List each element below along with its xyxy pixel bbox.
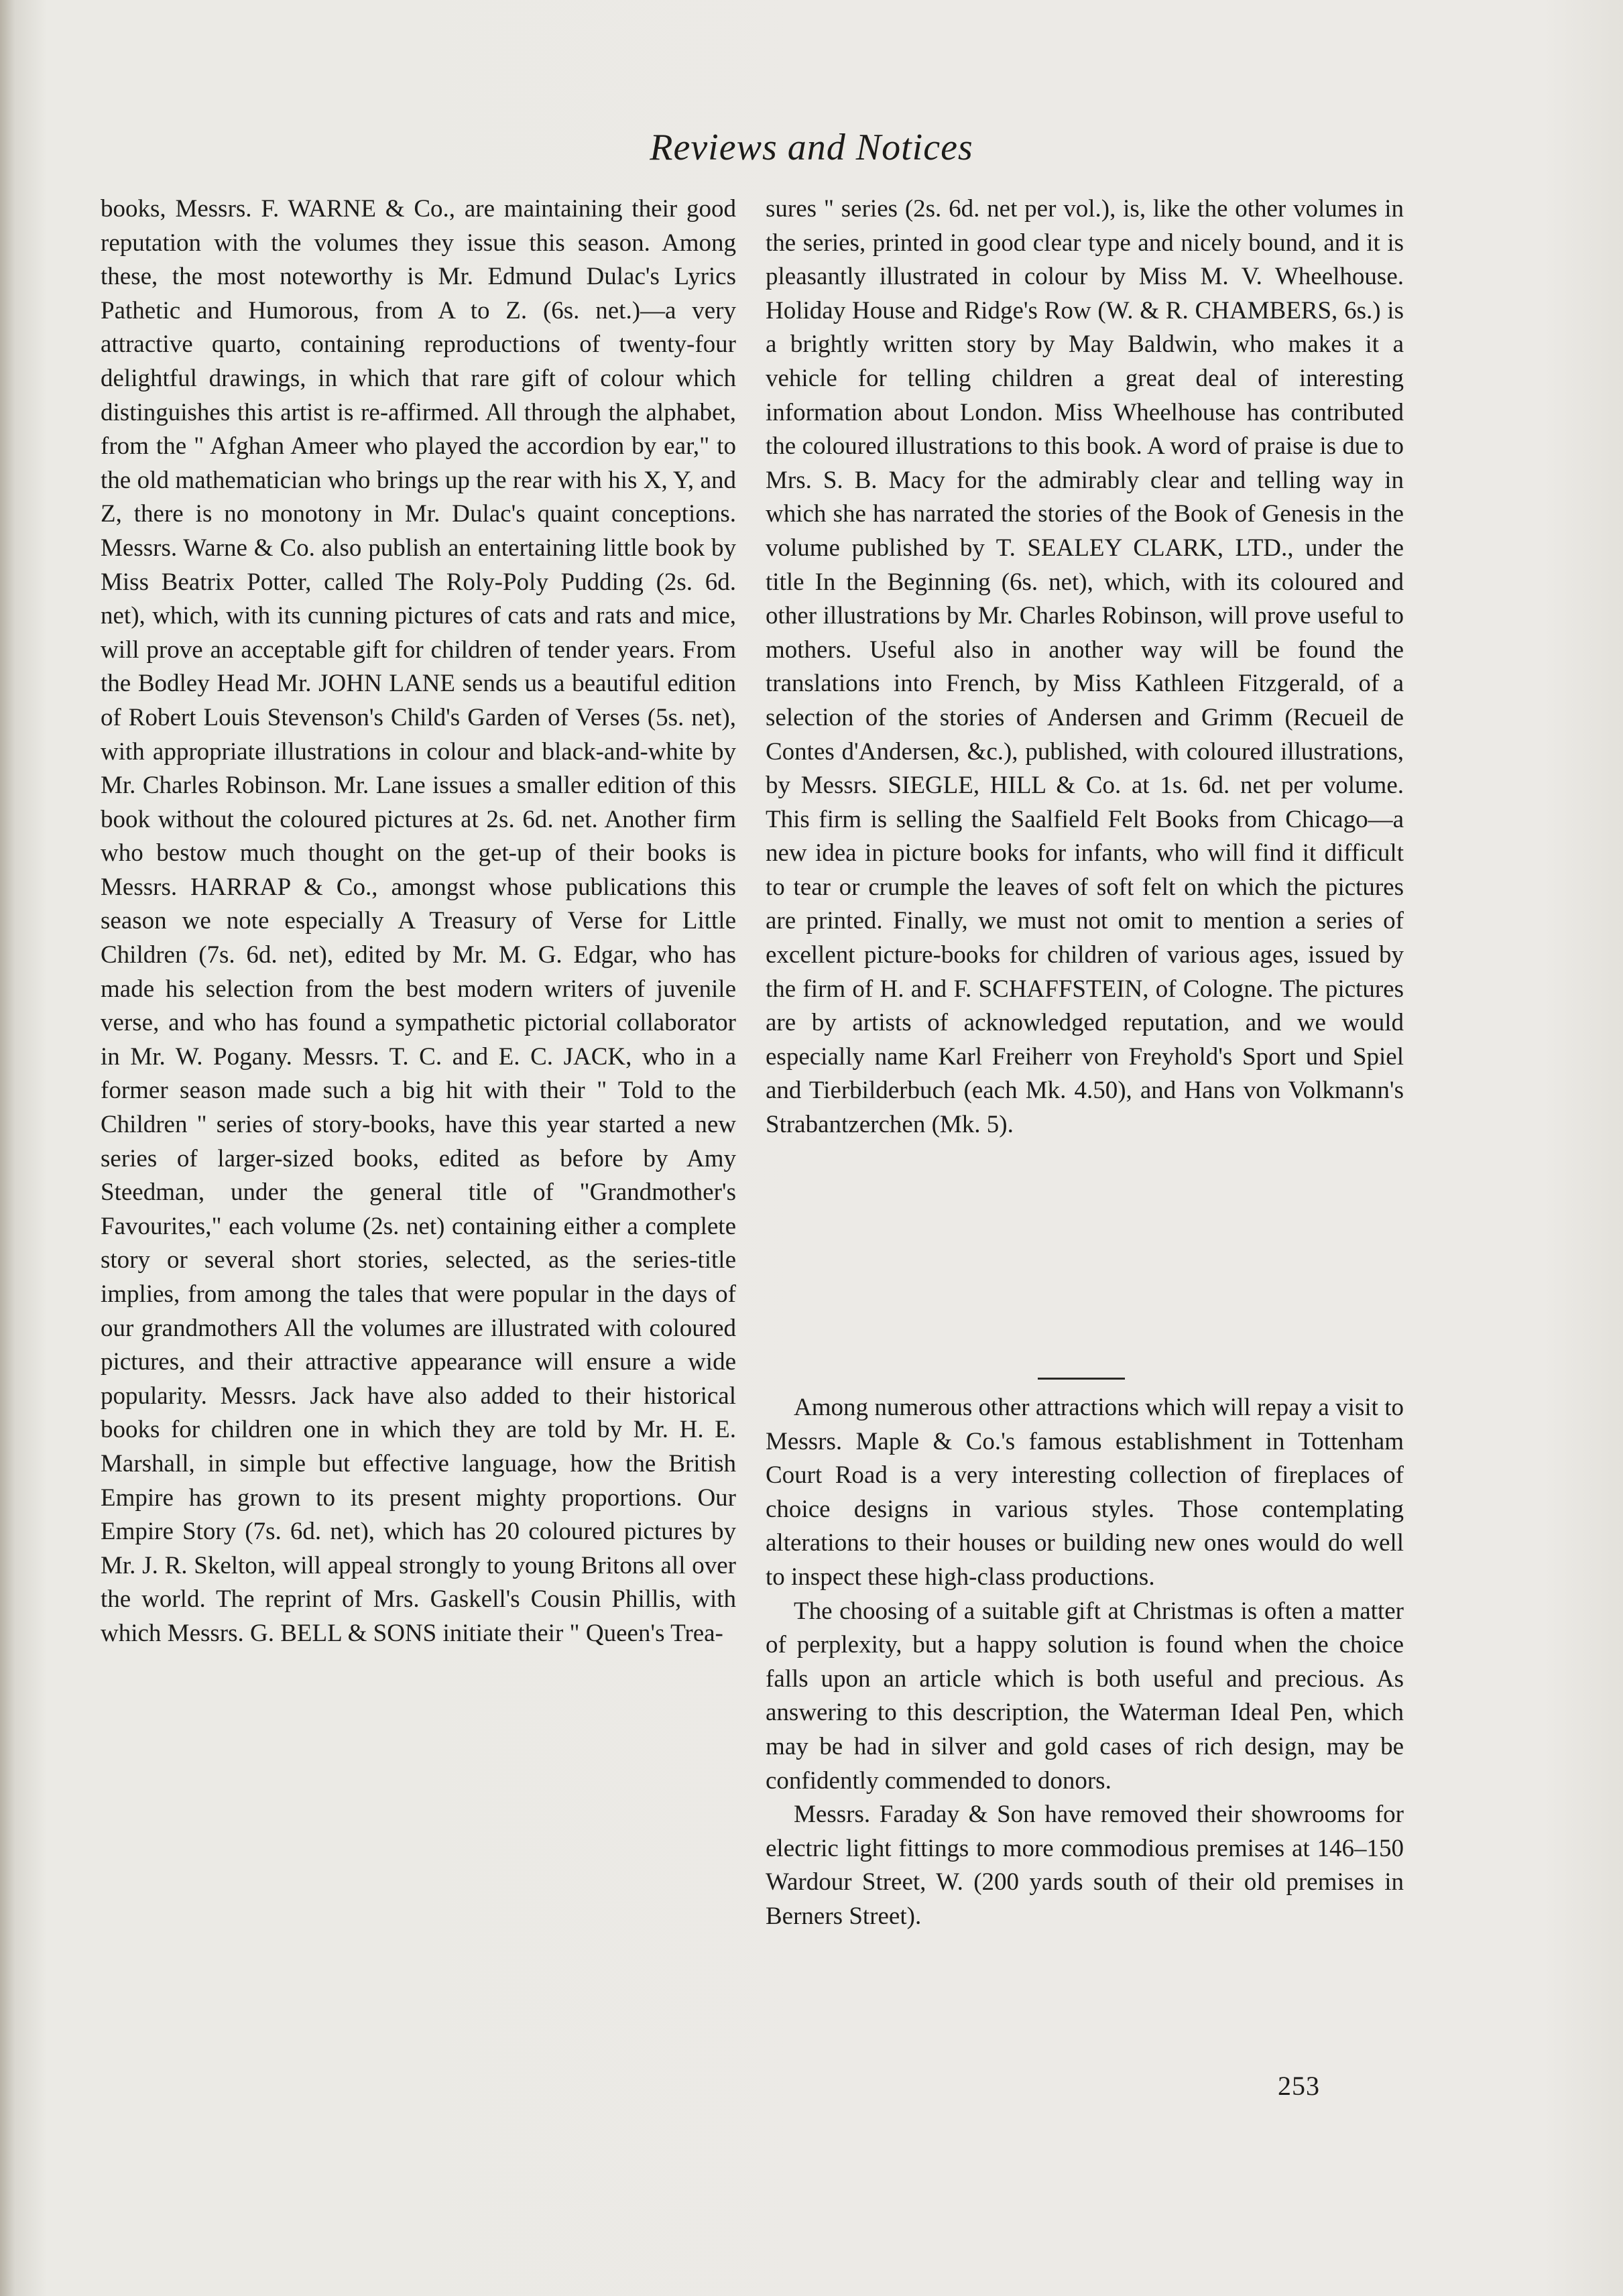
notice-waterman: The choosing of a suitable gift at Christmas is often a matter of perplexity, but a happy solution is found when the choice falls upon an article which is both useful and precious. As answering to this description, the Waterman Ideal Pen, which may be had in silver and gold cases of rich design, may be confidently commended to donors. bbox=[766, 1597, 1404, 1795]
notice-faraday: Messrs. Faraday & Son have removed their showrooms for electric light fittings to more commodious premises at 146–150 Wardour Street, W. (200 yards south of their old premises in Berners Street). bbox=[766, 1801, 1404, 1930]
right-column-top bbox=[766, 192, 1404, 1142]
left-column-text: books, Messrs. F. WARNE & Co., are maintaining their good reputation with the volumes they issue this season. Among these, the most noteworthy is Mr. Edmund Dulac's Lyrics Pathetic and Humorous, from A to Z. (6s. net.)—a very attractive quarto, containing reproductions of twenty-four delightful drawings, in which that rare gift of colour which distinguishes this artist is re-affirmed. All through the alphabet, from the " Afghan Ameer who played the accordion by ear," to the old mathematician who brings up the rear with his X, Y, and Z, there is no monotony in Mr. Dulac's quaint conceptions. Messrs. Warne & Co. also publish an entertaining little book by Miss Beatrix Potter, called The Roly-Poly Pudding (2s. 6d. net), which, with its cunning pictures of cats and rats and mice, will prove an acceptable gift for children of tender years. From the Bodley Head Mr. JOHN LANE sends us a beautiful edition of Robert Louis Stevenson's Child's Garden of Verses (5s. net), with appropriate illustrations in colour and black-and-white by Mr. Charles Robinson. Mr. Lane issues a smaller edition of this book without the coloured pictures at 2s. 6d. net. Another firm who bestow much thought on the get-up of their books is Messrs. HARRAP & Co., amongst whose publications this season we note especially A Treasury of Verse for Little Children (7s. 6d. net), edited by Mr. M. G. Edgar, who has made his selection from the best modern writers of juvenile verse, and who has found a sympathetic pictorial collaborator in Mr. W. Pogany. Messrs. T. C. and E. C. JACK, who in a former season made such a big hit with their " Told to the Children " series of story-books, have this year started a new series of larger-sized books, edited as before by Amy Steedman, under the general title of "Grandmother's Favourites," each volume (2s. net) containing either a complete story or several short stories, selected, as the series-title implies, from among the tales that were popular in the days of our grandmothers All the volumes are illustrated with coloured pictures, and their attractive appearance will ensure a wide popularity. Messrs. Jack have also added to their historical books for children one in which they are told by Mr. H. E. Marshall, in simple but effective language, how the British Empire has grown to its present mighty proportions. Our Empire Story (7s. 6d. net), which has 20 coloured pictures by Mr. J. R. Skelton, will appeal strongly to young Britons all over the world. The reprint of Mrs. Gaskell's Cousin Phillis, with which Messrs. G. BELL & SONS initiate their " Queen's Trea- bbox=[101, 195, 736, 1647]
right-column-notices bbox=[766, 1391, 1404, 1934]
page-number: 253 bbox=[1278, 2071, 1320, 2101]
left-column bbox=[101, 192, 736, 1651]
running-header: Reviews and Notices bbox=[650, 127, 973, 168]
notice-maple: Among numerous other attractions which will repay a visit to Messrs. Maple & Co.'s famous establishment in Tottenham Court Road is a very interesting collection of fireplaces of choice designs in various styles. Those contemplating alterations to their houses or building new ones would do well to inspect these high-class productions. bbox=[766, 1394, 1404, 1591]
section-divider bbox=[1038, 1378, 1125, 1380]
right-column-top-text: sures " series (2s. 6d. net per vol.), is, like the other volumes in the series, printed in good clear type and nicely bound, and it is pleasantly illustrated in colour by Miss M. V. Wheelhouse. Holiday House and Ridge's Row (W. & R. CHAMBERS, 6s.) is a brightly written story by May Baldwin, who makes it a vehicle for telling children a great deal of interesting information about London. Miss Wheelhouse has contributed the coloured illustrations to this book. A word of praise is due to Mrs. S. B. Macy for the admirably clear and telling way in which she has narrated the stories of the Book of Genesis in the volume published by T. SEALEY CLARK, LTD., under the title In the Beginning (6s. net), which, with its coloured and other illustrations by Mr. Charles Robinson, will prove useful to mothers. Useful also in another way will be found the translations into French, by Miss Kathleen Fitzgerald, of a selection of the stories of Andersen and Grimm (Recueil de Contes d'Andersen, &c.), published, with coloured illustrations, by Messrs. SIEGLE, HILL & Co. at 1s. 6d. net per volume. This firm is selling the Saalfield Felt Books from Chicago—a new idea in picture books for infants, who will find it difficult to tear or crumple the leaves of soft felt on which the pictures are printed. Finally, we must not omit to mention a series of excellent picture-books for children of various ages, issued by the firm of H. and F. SCHAFFSTEIN, of Cologne. The pictures are by artists of acknowledged reputation, and we would especially name Karl Freiherr von Freyhold's Sport und Spiel and Tierbilderbuch (each Mk. 4.50), and Hans von Volkmann's Strabantzerchen (Mk. 5). bbox=[766, 195, 1404, 1139]
